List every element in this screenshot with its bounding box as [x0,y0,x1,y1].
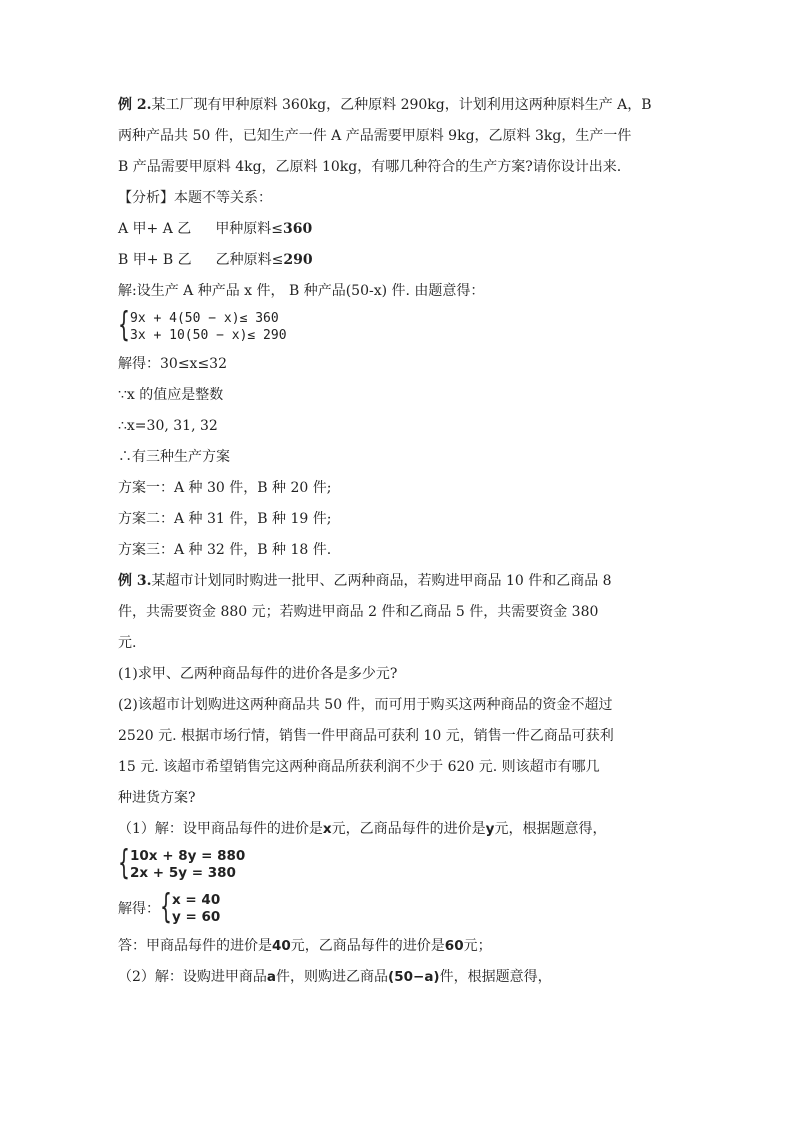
brace-icon: { [118,305,130,345]
answer-2-mid: 件，则购进乙商品 [276,969,389,985]
plan-1: 方案一：A 种 30 件，B 种 20 件; [118,480,332,496]
conclusion-suffix: 元； [463,938,492,954]
inequality-system [118,305,698,345]
analysis-label: 【分析】 [118,190,174,206]
answer-1-conclusion [118,931,698,962]
result-x: x = 40 [172,892,221,908]
relation-2-number: 290 [283,252,313,268]
analysis-line [118,183,698,214]
ex2-because: ∵x 的值应是整数 [118,387,224,403]
document-page [118,90,698,993]
example-2-label: 例 2. [118,97,152,113]
ex2-line-3: B 产品需要甲原料 4kg，乙原料 10kg，有哪几种符合的生产方案?请你设计出来. [118,159,622,175]
variable-a: a [266,969,277,985]
relation-1 [118,214,698,245]
inequality-2: 3x + 10(50 − x)≤ 290 [130,328,287,343]
answer-2-prefix: （2）解：设购进甲商品 [118,969,267,985]
variable-x: x [322,821,332,837]
question-2-line-1: (2)该超市计划购进这两种商品共 50 件，而可用于购买这两种商品的资金不超过 [118,697,613,713]
plan-2: 方案二：A 种 31 件，B 种 19 件; [118,511,332,527]
expression-50-minus-a: (50−a) [388,969,440,985]
answer-1-prefix: （1）解：设甲商品每件的进价是 [118,821,323,837]
relation-1-left: A 甲+ A 乙 [118,221,192,237]
brace-icon: { [160,887,172,927]
ex2-therefore-plans: ∴有三种生产方案 [118,449,230,465]
ex2-solve-result: 解得：30≤x≤32 [118,356,227,372]
inequality-1: 9x + 4(50 − x)≤ 360 [130,311,279,326]
question-2-line-4: 种进货方案? [118,790,196,806]
answer-2-suffix: 件，根据题意得， [439,969,552,985]
equation-1: 10x + 8y = 880 [130,848,246,864]
relation-1-right: 甲种原料≤ [215,221,284,237]
example-3-label: 例 3. [118,573,152,589]
answer-1-suffix: 元，根据题意得， [494,821,607,837]
equation-2: 2x + 5y = 380 [130,865,236,881]
solve-label: 解得： [118,901,160,917]
ex2-line-2: 两种产品共 50 件，已知生产一件 A 产品需要甲原料 9kg，乙原料 3kg，生产一件 [118,128,632,144]
ex3-text-1: 某超市计划同时购进一批甲、乙两种商品，若购进甲商品 10 件和乙商品 8 [151,573,612,589]
ex2-solution-setup: 解:设生产 A 种产品 x 件， B 种产品(50-x) 件. 由题意得： [118,283,485,299]
relation-2 [118,245,698,276]
equation-system [118,843,698,883]
question-2-line-2: 2520 元. 根据市场行情，销售一件甲商品可获利 10 元，销售一件乙商品可获利 [118,728,614,744]
conclusion-mid: 元，乙商品每件的进价是 [290,938,445,954]
ex3-line-2: 件，共需要资金 880 元；若购进甲商品 2 件和乙商品 5 件，共需要资金 380 [118,604,599,620]
price-a: 40 [272,938,291,954]
relation-2-right: 乙种原料≤ [215,252,284,268]
relation-1-number: 360 [283,221,313,237]
ex3-line-1 [118,566,698,597]
answer-1-setup [118,814,698,845]
question-1: (1)求甲、乙两种商品每件的进价各是多少元? [118,666,398,682]
brace-icon: { [118,843,130,883]
ex2-therefore-values: ∴x=30, 31, 32 [118,418,218,434]
answer-1-mid: 元，乙商品每件的进价是 [331,821,486,837]
analysis-text: 本题不等关系： [174,190,272,206]
variable-y: y [485,821,495,837]
answer-2-setup [118,962,698,993]
solution-system [118,887,698,927]
ex2-line-1 [118,90,698,121]
price-b: 60 [444,938,464,954]
conclusion-prefix: 答：甲商品每件的进价是 [118,938,272,954]
relation-2-left: B 甲+ B 乙 [118,252,192,268]
plan-3: 方案三：A 种 32 件，B 种 18 件. [118,542,332,558]
ex3-line-3: 元. [118,635,137,651]
question-2-line-3: 15 元. 该超市希望销售完这两种商品所获利润不少于 620 元. 则该超市有哪几 [118,759,600,775]
ex2-text-1: 某工厂现有甲种原料 360kg，乙种原料 290kg，计划利用这两种原料生产 A，B [151,97,652,113]
result-y: y = 60 [172,909,221,925]
